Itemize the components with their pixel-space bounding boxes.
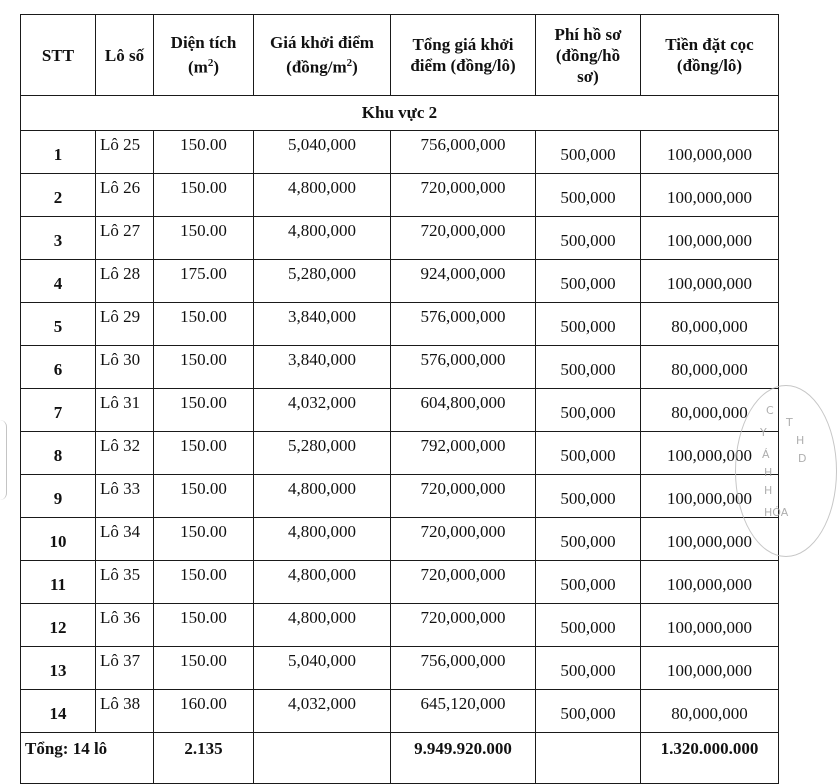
row-lot-number: Lô 27 bbox=[96, 217, 154, 260]
row-total-starting-price: 756,000,000 bbox=[391, 647, 536, 690]
section-row bbox=[21, 96, 779, 131]
stamp-letter: C bbox=[766, 404, 774, 417]
row-document-fee: 500,000 bbox=[536, 131, 641, 174]
row-stt: 8 bbox=[21, 432, 96, 475]
header-area: Diện tích $(m^2)$ bbox=[154, 15, 254, 96]
row-document-fee: 500,000 bbox=[536, 604, 641, 647]
table-row bbox=[21, 174, 779, 217]
row-document-fee: 500,000 bbox=[536, 475, 641, 518]
header-stt: STT bbox=[21, 15, 96, 96]
row-deposit: 100,000,000 bbox=[641, 131, 779, 174]
row-area: 150.00 bbox=[154, 518, 254, 561]
row-document-fee: 500,000 bbox=[536, 303, 641, 346]
row-starting-price: 4,800,000 bbox=[254, 561, 391, 604]
lot-pricing-table bbox=[20, 14, 779, 784]
row-document-fee: 500,000 bbox=[536, 174, 641, 217]
stamp-letter: T bbox=[786, 416, 793, 429]
row-total-starting-price: 924,000,000 bbox=[391, 260, 536, 303]
row-stt: 6 bbox=[21, 346, 96, 389]
totals-fee-empty bbox=[536, 733, 641, 784]
header-starting-price: Giá khởi điểm $(đồng/m^2)$ bbox=[254, 15, 391, 96]
auction-lot-table-page bbox=[20, 14, 778, 784]
stamp-letter: HÓA bbox=[764, 506, 789, 519]
row-area: 150.00 bbox=[154, 647, 254, 690]
row-lot-number: Lô 28 bbox=[96, 260, 154, 303]
table-row bbox=[21, 260, 779, 303]
row-lot-number: Lô 30 bbox=[96, 346, 154, 389]
section-title: Khu vực 2 bbox=[21, 96, 779, 131]
row-lot-number: Lô 25 bbox=[96, 131, 154, 174]
row-total-starting-price: 756,000,000 bbox=[391, 131, 536, 174]
stamp-letter: D bbox=[798, 452, 807, 465]
row-stt: 12 bbox=[21, 604, 96, 647]
header-lot: Lô số bbox=[96, 15, 154, 96]
row-deposit: 100,000,000 bbox=[641, 518, 779, 561]
table-row bbox=[21, 131, 779, 174]
table-row bbox=[21, 518, 779, 561]
header-total-starting-price: Tổng giá khởi điểm (đồng/lô) bbox=[391, 15, 536, 96]
row-deposit: 80,000,000 bbox=[641, 346, 779, 389]
row-starting-price: 4,800,000 bbox=[254, 604, 391, 647]
row-total-starting-price: 720,000,000 bbox=[391, 174, 536, 217]
table-row bbox=[21, 303, 779, 346]
row-starting-price: 4,800,000 bbox=[254, 174, 391, 217]
row-stt: 9 bbox=[21, 475, 96, 518]
page-edge-mark bbox=[0, 420, 7, 500]
table-row bbox=[21, 604, 779, 647]
row-deposit: 80,000,000 bbox=[641, 389, 779, 432]
row-total-starting-price: 604,800,000 bbox=[391, 389, 536, 432]
row-deposit: 80,000,000 bbox=[641, 690, 779, 733]
row-stt: 5 bbox=[21, 303, 96, 346]
row-stt: 10 bbox=[21, 518, 96, 561]
header-document-fee: Phí hồ sơ (đồng/hồ sơ) bbox=[536, 15, 641, 96]
row-area: 150.00 bbox=[154, 131, 254, 174]
row-starting-price: 4,032,000 bbox=[254, 690, 391, 733]
row-deposit: 100,000,000 bbox=[641, 604, 779, 647]
stamp-letter: H bbox=[764, 484, 773, 497]
row-document-fee: 500,000 bbox=[536, 647, 641, 690]
header-row bbox=[21, 15, 779, 96]
row-total-starting-price: 576,000,000 bbox=[391, 346, 536, 389]
totals-row bbox=[21, 733, 779, 784]
table-row bbox=[21, 217, 779, 260]
row-total-starting-price: 645,120,000 bbox=[391, 690, 536, 733]
row-stt: 14 bbox=[21, 690, 96, 733]
row-stt: 3 bbox=[21, 217, 96, 260]
row-stt: 11 bbox=[21, 561, 96, 604]
row-total-starting-price: 720,000,000 bbox=[391, 518, 536, 561]
totals-total-price: 9.949.920.000 bbox=[391, 733, 536, 784]
row-stt: 7 bbox=[21, 389, 96, 432]
totals-deposit: 1.320.000.000 bbox=[641, 733, 779, 784]
row-area: 150.00 bbox=[154, 174, 254, 217]
table-row bbox=[21, 346, 779, 389]
row-stt: 1 bbox=[21, 131, 96, 174]
row-stt: 2 bbox=[21, 174, 96, 217]
row-deposit: 100,000,000 bbox=[641, 217, 779, 260]
row-document-fee: 500,000 bbox=[536, 217, 641, 260]
row-document-fee: 500,000 bbox=[536, 432, 641, 475]
row-document-fee: 500,000 bbox=[536, 389, 641, 432]
row-lot-number: Lô 26 bbox=[96, 174, 154, 217]
stamp-letter: H bbox=[764, 466, 773, 479]
row-total-starting-price: 576,000,000 bbox=[391, 303, 536, 346]
table-row bbox=[21, 690, 779, 733]
row-lot-number: Lô 36 bbox=[96, 604, 154, 647]
row-document-fee: 500,000 bbox=[536, 518, 641, 561]
row-total-starting-price: 792,000,000 bbox=[391, 432, 536, 475]
row-lot-number: Lô 33 bbox=[96, 475, 154, 518]
row-document-fee: 500,000 bbox=[536, 561, 641, 604]
table-row bbox=[21, 475, 779, 518]
row-deposit: 100,000,000 bbox=[641, 647, 779, 690]
row-area: 150.00 bbox=[154, 561, 254, 604]
row-deposit: 100,000,000 bbox=[641, 260, 779, 303]
row-starting-price: 5,280,000 bbox=[254, 432, 391, 475]
row-starting-price: 5,040,000 bbox=[254, 131, 391, 174]
stamp-letter: Y bbox=[760, 426, 767, 439]
row-area: 175.00 bbox=[154, 260, 254, 303]
table-row bbox=[21, 561, 779, 604]
row-document-fee: 500,000 bbox=[536, 690, 641, 733]
row-lot-number: Lô 37 bbox=[96, 647, 154, 690]
row-stt: 13 bbox=[21, 647, 96, 690]
row-starting-price: 3,840,000 bbox=[254, 303, 391, 346]
row-area: 150.00 bbox=[154, 604, 254, 647]
row-area: 150.00 bbox=[154, 475, 254, 518]
table-row bbox=[21, 647, 779, 690]
row-starting-price: 4,800,000 bbox=[254, 518, 391, 561]
row-lot-number: Lô 31 bbox=[96, 389, 154, 432]
row-deposit: 100,000,000 bbox=[641, 174, 779, 217]
row-lot-number: Lô 38 bbox=[96, 690, 154, 733]
row-total-starting-price: 720,000,000 bbox=[391, 475, 536, 518]
row-area: 150.00 bbox=[154, 346, 254, 389]
row-lot-number: Lô 34 bbox=[96, 518, 154, 561]
row-starting-price: 4,032,000 bbox=[254, 389, 391, 432]
official-seal-stamp bbox=[735, 385, 837, 557]
row-lot-number: Lô 32 bbox=[96, 432, 154, 475]
table-row bbox=[21, 432, 779, 475]
row-total-starting-price: 720,000,000 bbox=[391, 561, 536, 604]
row-document-fee: 500,000 bbox=[536, 346, 641, 389]
row-deposit: 80,000,000 bbox=[641, 303, 779, 346]
row-area: 150.00 bbox=[154, 432, 254, 475]
row-lot-number: Lô 35 bbox=[96, 561, 154, 604]
row-deposit: 100,000,000 bbox=[641, 432, 779, 475]
row-area: 150.00 bbox=[154, 303, 254, 346]
row-document-fee: 500,000 bbox=[536, 260, 641, 303]
row-total-starting-price: 720,000,000 bbox=[391, 604, 536, 647]
totals-area: 2.135 bbox=[154, 733, 254, 784]
totals-price-empty bbox=[254, 733, 391, 784]
row-deposit: 100,000,000 bbox=[641, 561, 779, 604]
stamp-letter: H bbox=[796, 434, 805, 447]
row-area: 150.00 bbox=[154, 217, 254, 260]
table-row bbox=[21, 389, 779, 432]
row-area: 150.00 bbox=[154, 389, 254, 432]
totals-label: Tổng: 14 lô bbox=[21, 733, 154, 784]
header-deposit: Tiền đặt cọc (đồng/lô) bbox=[641, 15, 779, 96]
row-starting-price: 4,800,000 bbox=[254, 475, 391, 518]
row-starting-price: 5,040,000 bbox=[254, 647, 391, 690]
row-stt: 4 bbox=[21, 260, 96, 303]
row-starting-price: 3,840,000 bbox=[254, 346, 391, 389]
row-starting-price: 4,800,000 bbox=[254, 217, 391, 260]
row-lot-number: Lô 29 bbox=[96, 303, 154, 346]
row-area: 160.00 bbox=[154, 690, 254, 733]
stamp-letter: Á bbox=[762, 448, 770, 461]
row-starting-price: 5,280,000 bbox=[254, 260, 391, 303]
row-deposit: 100,000,000 bbox=[641, 475, 779, 518]
row-total-starting-price: 720,000,000 bbox=[391, 217, 536, 260]
